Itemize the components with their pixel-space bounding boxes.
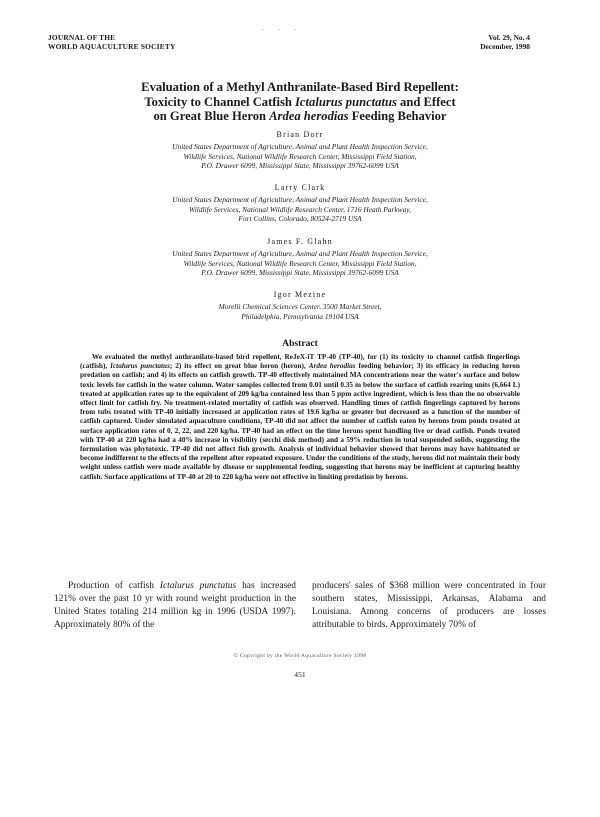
affiliation-line: United States Department of Agriculture, Animal and Plant Health Inspection Service, xyxy=(172,249,428,258)
abstract-text xyxy=(80,353,520,482)
title-species-heron: Ardea herodias xyxy=(269,109,349,123)
affiliation-line: United States Department of Agriculture, Animal and Plant Health Inspection Service, xyxy=(172,142,428,151)
affiliation-line: Morelli Chemical Sciences Center, 3500 Market Street, xyxy=(218,302,382,311)
affiliation-line: Fort Collins, Colorado, 80524-2719 USA xyxy=(238,214,362,224)
scan-artifact: · · · xyxy=(262,26,303,34)
author-name: Igor Mezine xyxy=(273,290,327,299)
journal-name-line1: JOURNAL OF THE xyxy=(48,33,116,42)
affiliation-line: P.O. Drawer 6099, Mississippi State, Mississippi 39762-6099 USA xyxy=(201,161,399,171)
affiliation-line: United States Department of Agriculture, Animal and Plant Health Inspection Service, xyxy=(172,195,428,204)
issue-date: December, 1998 xyxy=(480,42,530,51)
journal-name-line2: WORLD AQUACULTURE SOCIETY xyxy=(48,42,176,51)
affiliation-line: Wildlife Services, National Wildlife Research Center, Mississippi Field Station, xyxy=(183,151,417,161)
author-affiliation xyxy=(60,249,540,278)
abstract-heading: Abstract xyxy=(282,338,318,349)
abstract-species-heron: Ardea herodias xyxy=(308,362,356,371)
abstract-species-catfish: Ictalurus punctatus xyxy=(110,362,170,371)
author-name: Larry Clark xyxy=(274,183,326,192)
journal-name xyxy=(48,33,176,51)
title-line2-prefix: Toxicity to Channel Catfish xyxy=(144,94,296,109)
volume-number: Vol. 29, No. 4 xyxy=(488,33,530,42)
body-species-catfish: Ictalurus punctatus xyxy=(159,581,237,591)
body-text: has increased 121% over the past 10 yr with round weight production in the United States totaling 214 million kg in 1996 (USDA 1997). Approximately 80% of the xyxy=(54,581,296,630)
title-line3-prefix: on Great Blue Heron xyxy=(153,109,270,123)
title-line3-suffix: Feeding Behavior xyxy=(348,109,447,123)
author-affiliation xyxy=(60,142,540,171)
affiliation-line: P.O. Drawer 6099, Mississippi State, Mississippi 39762-6099 USA xyxy=(201,268,399,278)
body-column-right: producers' sales of $368 million were concentrated in four southern states, Mississippi, Arkansas, Alabama and Louisiana. Among concerns of producers are losses attributable to birds. Approximately 70% of xyxy=(312,581,546,630)
issue-info xyxy=(480,33,530,51)
author-name: James F. Glahn xyxy=(267,237,333,246)
abstract-part: We evaluated the methyl anthranilate-based bird repellent, ReJeX-iT TP-40 (TP-40), for (1) its toxicity to channel catfish fingerlings (catfish), xyxy=(80,353,520,371)
title-line2-suffix: and Effect xyxy=(396,94,456,109)
title-line2 xyxy=(60,95,540,110)
article-title xyxy=(60,80,540,124)
author-affiliation xyxy=(60,195,540,224)
abstract-part: feeding behavior; 3) its efficacy in reducing heron predation on catfish; and 4) its effects on catfish growth. TP-40 effectively maintained MA concentrations near the water's surface and below toxic levels for catfish in the water column. Water samples collected from 0.01 until 0.35 m below the surface of catfish rearing units (6,664 L) treated at application rates up to the equivalent of 209 kg/ha contained less than 5 ppm active ingredient, which is less than the no observable effect limit for catfish fry. No treatment-related mortality of catfish was observed. Handling times of catfish fingerlings captured by herons from tubs treated with TP-40 initially increased at application rates of 19.6 kg/ha or greater but decreased as a function of the number of catfish captured. Under simulated aquaculture conditions, TP-40 did not affect the number of catfish eaten by herons from ponds treated at surface application rates of 0, 2, 22, and 220 kg/ha. TP-40 had an effect on the time herons spent handling live or dead catfish. Ponds treated with TP-40 at 220 kg/ha had a 40% increase in visibility (secchi disk method) and a 59% reduction in total suspended solids, suggesting the formulation was phytotoxic. TP-40 did not affect fish growth. Analysis of individual behavior showed that herons may have habituated or become indifferent to the effects of the repellent after repeated exposure. Under the conditions of the study, herons did not maintain their body weight unless catfish were made available by disease or supplemental feeding, suggesting that herons may be inefficient at capturing healthy catfish. Surface applications of TP-40 at 20 to 220 kg/ha were not effective in limiting predation by herons. xyxy=(80,362,520,481)
affiliation-line: Wildlife Services, National Wildlife Research Center, 1716 Heath Parkway, xyxy=(188,204,412,214)
author-name: Brian Dorr xyxy=(276,130,324,139)
title-line3 xyxy=(60,109,540,124)
body-text: Production of catfish xyxy=(68,581,160,591)
affiliation-line: Wildlife Services, National Wildlife Research Center, Mississippi Field Station, xyxy=(183,258,417,268)
title-species-catfish: Ictalurus punctatus xyxy=(295,94,397,109)
abstract-part: ; 2) its effect on great blue heron (heron), xyxy=(169,362,309,371)
author-affiliation xyxy=(60,302,540,321)
body-column-left xyxy=(54,580,296,632)
title-line1: Evaluation of a Methyl Anthranilate-Based Bird Repellent: xyxy=(141,80,459,94)
copyright-footnote: © Copyright by the World Aquaculture Society 1998 xyxy=(233,653,367,659)
affiliation-line: Philadelphia, Pennsylvania 19104 USA xyxy=(241,311,359,321)
page-number: 451 xyxy=(294,670,306,679)
